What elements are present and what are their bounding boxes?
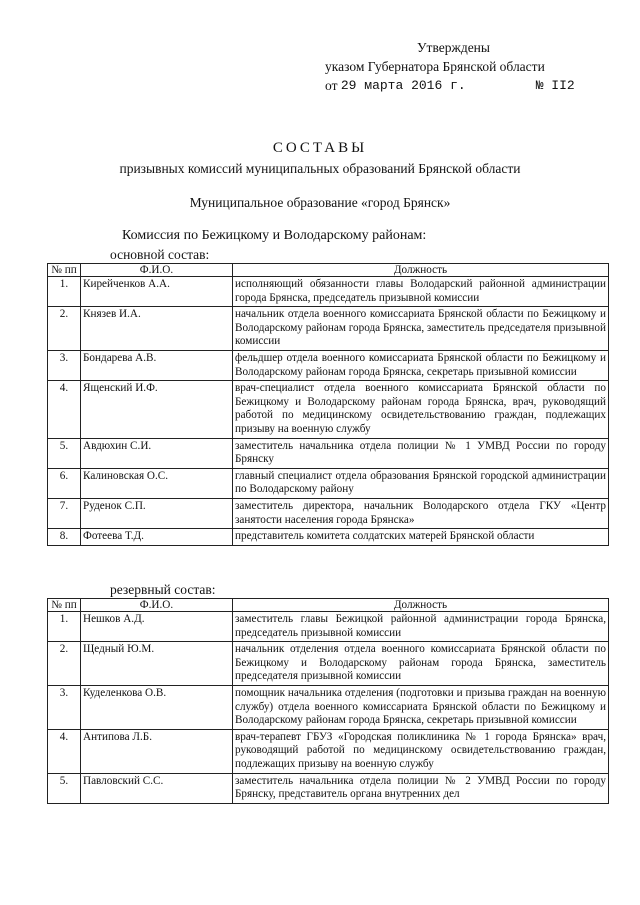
table-row xyxy=(48,729,609,773)
approval-decree: указом Губернатора Брянской области xyxy=(325,59,545,74)
member-number: 3. xyxy=(48,350,81,380)
table-row xyxy=(48,685,609,729)
member-name: Павловский С.С. xyxy=(81,773,233,803)
table-header-row xyxy=(48,599,609,612)
table-row xyxy=(48,277,609,307)
member-position: фельдшер отдела военного комиссариата Брянской области по Бежицкому и Володарскому районам города Брянска, секретарь призывной комиссии xyxy=(233,350,609,380)
header-number: № пп xyxy=(48,599,81,612)
header-number: № пп xyxy=(48,264,81,277)
table-row xyxy=(48,612,609,642)
table-row xyxy=(48,438,609,468)
member-name: Калиновская О.С. xyxy=(81,468,233,498)
approval-heading: Утверждены xyxy=(417,40,490,55)
member-position: исполняющий обязанности главы Володарский районной администрации города Брянска, председатель призывной комиссии xyxy=(233,277,609,307)
header-name: Ф.И.О. xyxy=(81,264,233,277)
main-composition-label: основной состав: xyxy=(110,247,210,262)
member-name: Щедный Ю.М. xyxy=(81,642,233,686)
member-number: 7. xyxy=(48,498,81,528)
approval-date-prefix: от xyxy=(325,78,338,93)
commission-heading: Комиссия по Бежицкому и Володарскому районам: xyxy=(122,228,427,243)
member-name: Ященский И.Ф. xyxy=(81,381,233,438)
member-position: помощник начальника отделения (подготовки и призыва граждан на военную службу) отдела военного комиссариата Брянской области по Бежицкому и Володарскому районам города Брянска, секретарь призывной комиссии xyxy=(233,685,609,729)
member-position: начальник отдела военного комиссариата Брянской области по Бежицкому и Володарскому районам города Брянска, заместитель председателя призывной комиссии xyxy=(233,307,609,351)
member-position: врач-специалист отдела военного комиссариата Брянской области по Бежицкому и Володарскому районам города Брянска, врач, руководящий работой по медицинскому освидетельствованию граждан, подлежащих призыву на военную службу xyxy=(233,381,609,438)
member-position: заместитель начальника отдела полиции № 1 УМВД России по городу Брянску xyxy=(233,438,609,468)
member-number: 3. xyxy=(48,685,81,729)
member-position: главный специалист отдела образования Брянской городской администрации по Володарскому району xyxy=(233,468,609,498)
document-subtitle: призывных комиссий муниципальных образований Брянской области xyxy=(119,161,521,176)
member-number: 6. xyxy=(48,468,81,498)
member-name: Фотеева Т.Д. xyxy=(81,529,233,546)
member-name: Куделенкова О.В. xyxy=(81,685,233,729)
header-name: Ф.И.О. xyxy=(81,599,233,612)
approval-date-line xyxy=(325,76,625,95)
table-header-row xyxy=(48,264,609,277)
table-row xyxy=(48,350,609,380)
table-row xyxy=(48,498,609,528)
approval-block xyxy=(325,38,625,95)
approval-date: 29 марта 2016 г. xyxy=(340,78,466,93)
member-name: Кирейченков А.А. xyxy=(81,277,233,307)
member-name: Руденок С.П. xyxy=(81,498,233,528)
member-position: врач-терапевт ГБУЗ «Городская поликлиника № 1 города Брянска» врач, руководящий работой по медицинскому освидетельствованию граждан, подлежащих призыву на военную службу xyxy=(233,729,609,773)
member-name: Авдюхин С.И. xyxy=(81,438,233,468)
member-position: заместитель директора, начальник Володарского отдела ГКУ «Центр занятости населения города Брянска» xyxy=(233,498,609,528)
approval-number: № II2 xyxy=(535,78,575,93)
member-position: представитель комитета солдатских матерей Брянской области xyxy=(233,529,609,546)
member-number: 5. xyxy=(48,438,81,468)
member-number: 8. xyxy=(48,529,81,546)
table-row xyxy=(48,381,609,438)
table-row xyxy=(48,529,609,546)
member-number: 4. xyxy=(48,381,81,438)
header-position: Должность xyxy=(233,599,609,612)
member-position: начальник отделения отдела военного комиссариата Брянской области по Бежицкому и Володарскому районам города Брянска, заместитель председателя призывной комиссии xyxy=(233,642,609,686)
table-row xyxy=(48,307,609,351)
member-name: Бондарева А.В. xyxy=(81,350,233,380)
member-name: Антипова Л.Б. xyxy=(81,729,233,773)
member-number: 5. xyxy=(48,773,81,803)
member-number: 2. xyxy=(48,642,81,686)
member-name: Нешков А.Д. xyxy=(81,612,233,642)
document-title: СОСТАВЫ xyxy=(272,140,368,156)
member-number: 2. xyxy=(48,307,81,351)
member-number: 4. xyxy=(48,729,81,773)
member-number: 1. xyxy=(48,612,81,642)
municipality-heading: Муниципальное образование «город Брянск» xyxy=(189,195,451,210)
member-position: заместитель главы Бежицкой районной администрации города Брянска, председатель призывной комиссии xyxy=(233,612,609,642)
table-row xyxy=(48,773,609,803)
reserve-composition-table xyxy=(47,598,609,804)
table-row xyxy=(48,468,609,498)
main-composition-table xyxy=(47,263,609,546)
member-position: заместитель начальника отдела полиции № 2 УМВД России по городу Брянску, представитель органа внутренних дел xyxy=(233,773,609,803)
table-row xyxy=(48,642,609,686)
member-name: Князев И.А. xyxy=(81,307,233,351)
header-position: Должность xyxy=(233,264,609,277)
member-number: 1. xyxy=(48,277,81,307)
reserve-composition-label: резервный состав: xyxy=(110,582,216,597)
